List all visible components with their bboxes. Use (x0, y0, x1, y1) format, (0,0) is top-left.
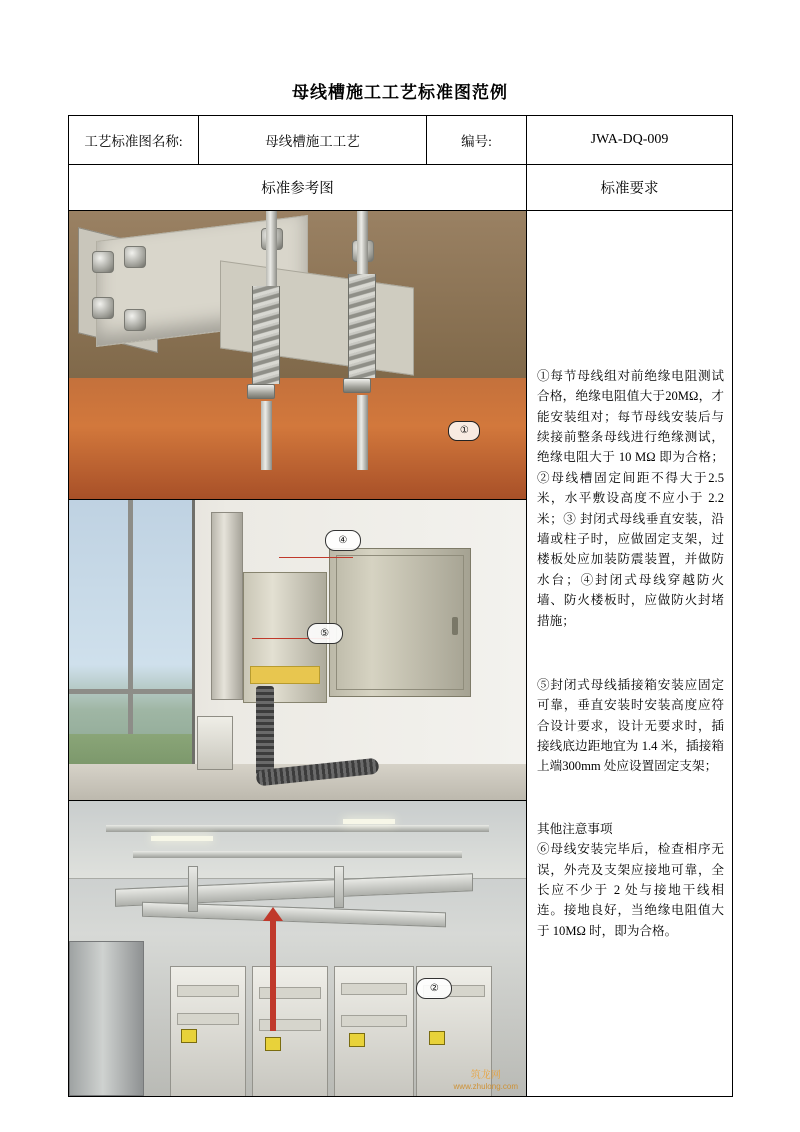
photo3-ceiling-beam (133, 851, 462, 858)
photo1-lower-rod (261, 401, 272, 470)
photo1-bolt (92, 251, 114, 273)
photo3-tray-hanger (334, 866, 344, 908)
reference-header: 标准参考图 (69, 165, 527, 211)
requirement-block-3-title: 其他注意事项 (537, 821, 613, 836)
standard-drawing-table (68, 115, 733, 1097)
requirements-cell (527, 211, 733, 1097)
photo3-warning-label (265, 1037, 281, 1051)
code-label: 编号: (427, 116, 527, 165)
name-label: 工艺标准图名称: (69, 116, 199, 165)
photo1-hanger-rod (357, 211, 368, 274)
content-row (69, 211, 733, 1097)
photo3-light-fixture (343, 819, 395, 824)
photo2-cabinet-handle (452, 617, 458, 635)
photo2-flexible-conduit (256, 686, 274, 776)
photo3-ceiling (69, 801, 526, 879)
photo3-callout-2: ② (416, 978, 452, 999)
name-value: 母线槽施工工艺 (199, 116, 427, 165)
photo1-bolt (124, 309, 146, 331)
watermark-line-1: 筑龙网 (470, 1069, 501, 1081)
photo3-tray-hanger (188, 866, 198, 912)
photo3-warning-label (349, 1033, 365, 1047)
photo2-window-transom (69, 689, 192, 694)
photo3-light-fixture (151, 836, 213, 841)
photo1-hanger-rod (266, 211, 277, 286)
header-row (69, 165, 733, 211)
photo2-distribution-cabinet (329, 548, 471, 697)
photo3-side-cabinet (69, 941, 144, 1096)
requirement-spacer (537, 777, 724, 819)
photo1-bolt (124, 246, 146, 268)
photo2-plugin-box-label (250, 666, 320, 684)
requirement-block-2: ⑤封闭式母线插接箱安装应固定可靠，垂直安装时安装高度应符合设计要求，设计无要求时，插接线底边距地宜为 1.4 米，插接箱上端300mm 处应设置固定支架； (537, 677, 724, 774)
photo3-panel-strip (259, 1019, 321, 1031)
requirement-header: 标准要求 (527, 165, 733, 211)
info-row (69, 116, 733, 165)
photo3-panel-strip (177, 985, 239, 997)
photo3-panel-strip (177, 1013, 239, 1025)
photo2-busbar-riser (211, 512, 243, 700)
code-value: JWA-DQ-009 (527, 116, 733, 165)
photo3-switchgear-panel (170, 966, 246, 1096)
photo-busduct-to-switchgear (69, 800, 526, 1096)
requirement-spacer (537, 631, 724, 675)
photo1-callout-1: ① (448, 421, 480, 441)
photo-busbar-spring-hanger (69, 211, 526, 499)
requirement-block-3: ⑥母线安装完毕后，检查相序无误，外壳及支架应接地可靠，全长应不少于 2 处与接地干线相连。接地良好，当绝缘电阻值大于 10MΩ 时，即为合格。 (537, 842, 724, 938)
photo2-wall-device (197, 716, 233, 770)
photo3-panel-strip (341, 983, 407, 995)
requirement-block-1: ①每节母线组对前绝缘电阻测试合格，绝缘电阻值大于20MΩ，才能安装组对；每节母线安装后与续接前整条母线进行绝缘测试，绝缘电阻大于 10 MΩ 即为合格；②母线槽固定间距不得大于2.5 米，水平敷设高度不应小于 2.2 米；③ 封闭式母线垂直安装，沿墙或柱子时，应做固定支架，过楼板处应加装防震装置，并做防水台；④封闭式母线穿越防火墙、防火楼板时，应做防火封堵措施； (537, 368, 724, 628)
watermark (454, 1070, 518, 1093)
photo3-warning-label (429, 1031, 445, 1045)
photo3-panel-strip (259, 987, 321, 999)
photo1-nut (343, 378, 371, 393)
photo1-nut (247, 384, 275, 399)
photo2-cabinet-door (336, 555, 464, 690)
photo3-ceiling-beam (106, 825, 490, 832)
photo2-callout-5: ⑤ (307, 623, 343, 644)
reference-photos-cell (69, 211, 527, 1097)
photo1-lower-rod (357, 395, 368, 470)
page-title: 母线槽施工工艺标准图范例 (292, 83, 508, 102)
photo2-leader-line (279, 557, 353, 558)
photo3-panel-strip (341, 1015, 407, 1027)
photo1-bolt (92, 297, 114, 319)
photo-plugin-box-installation (69, 499, 526, 800)
photo3-direction-arrow (270, 919, 276, 1031)
watermark-line-2: www.zhulong.com (453, 1082, 518, 1091)
photo3-switchgear-panel (334, 966, 414, 1096)
photo2-callout-4: ④ (325, 530, 361, 551)
photo3-warning-label (181, 1029, 197, 1043)
photo3-switchgear-panel (252, 966, 328, 1096)
photo1-spring (252, 286, 280, 384)
photo1-spring (348, 274, 376, 378)
